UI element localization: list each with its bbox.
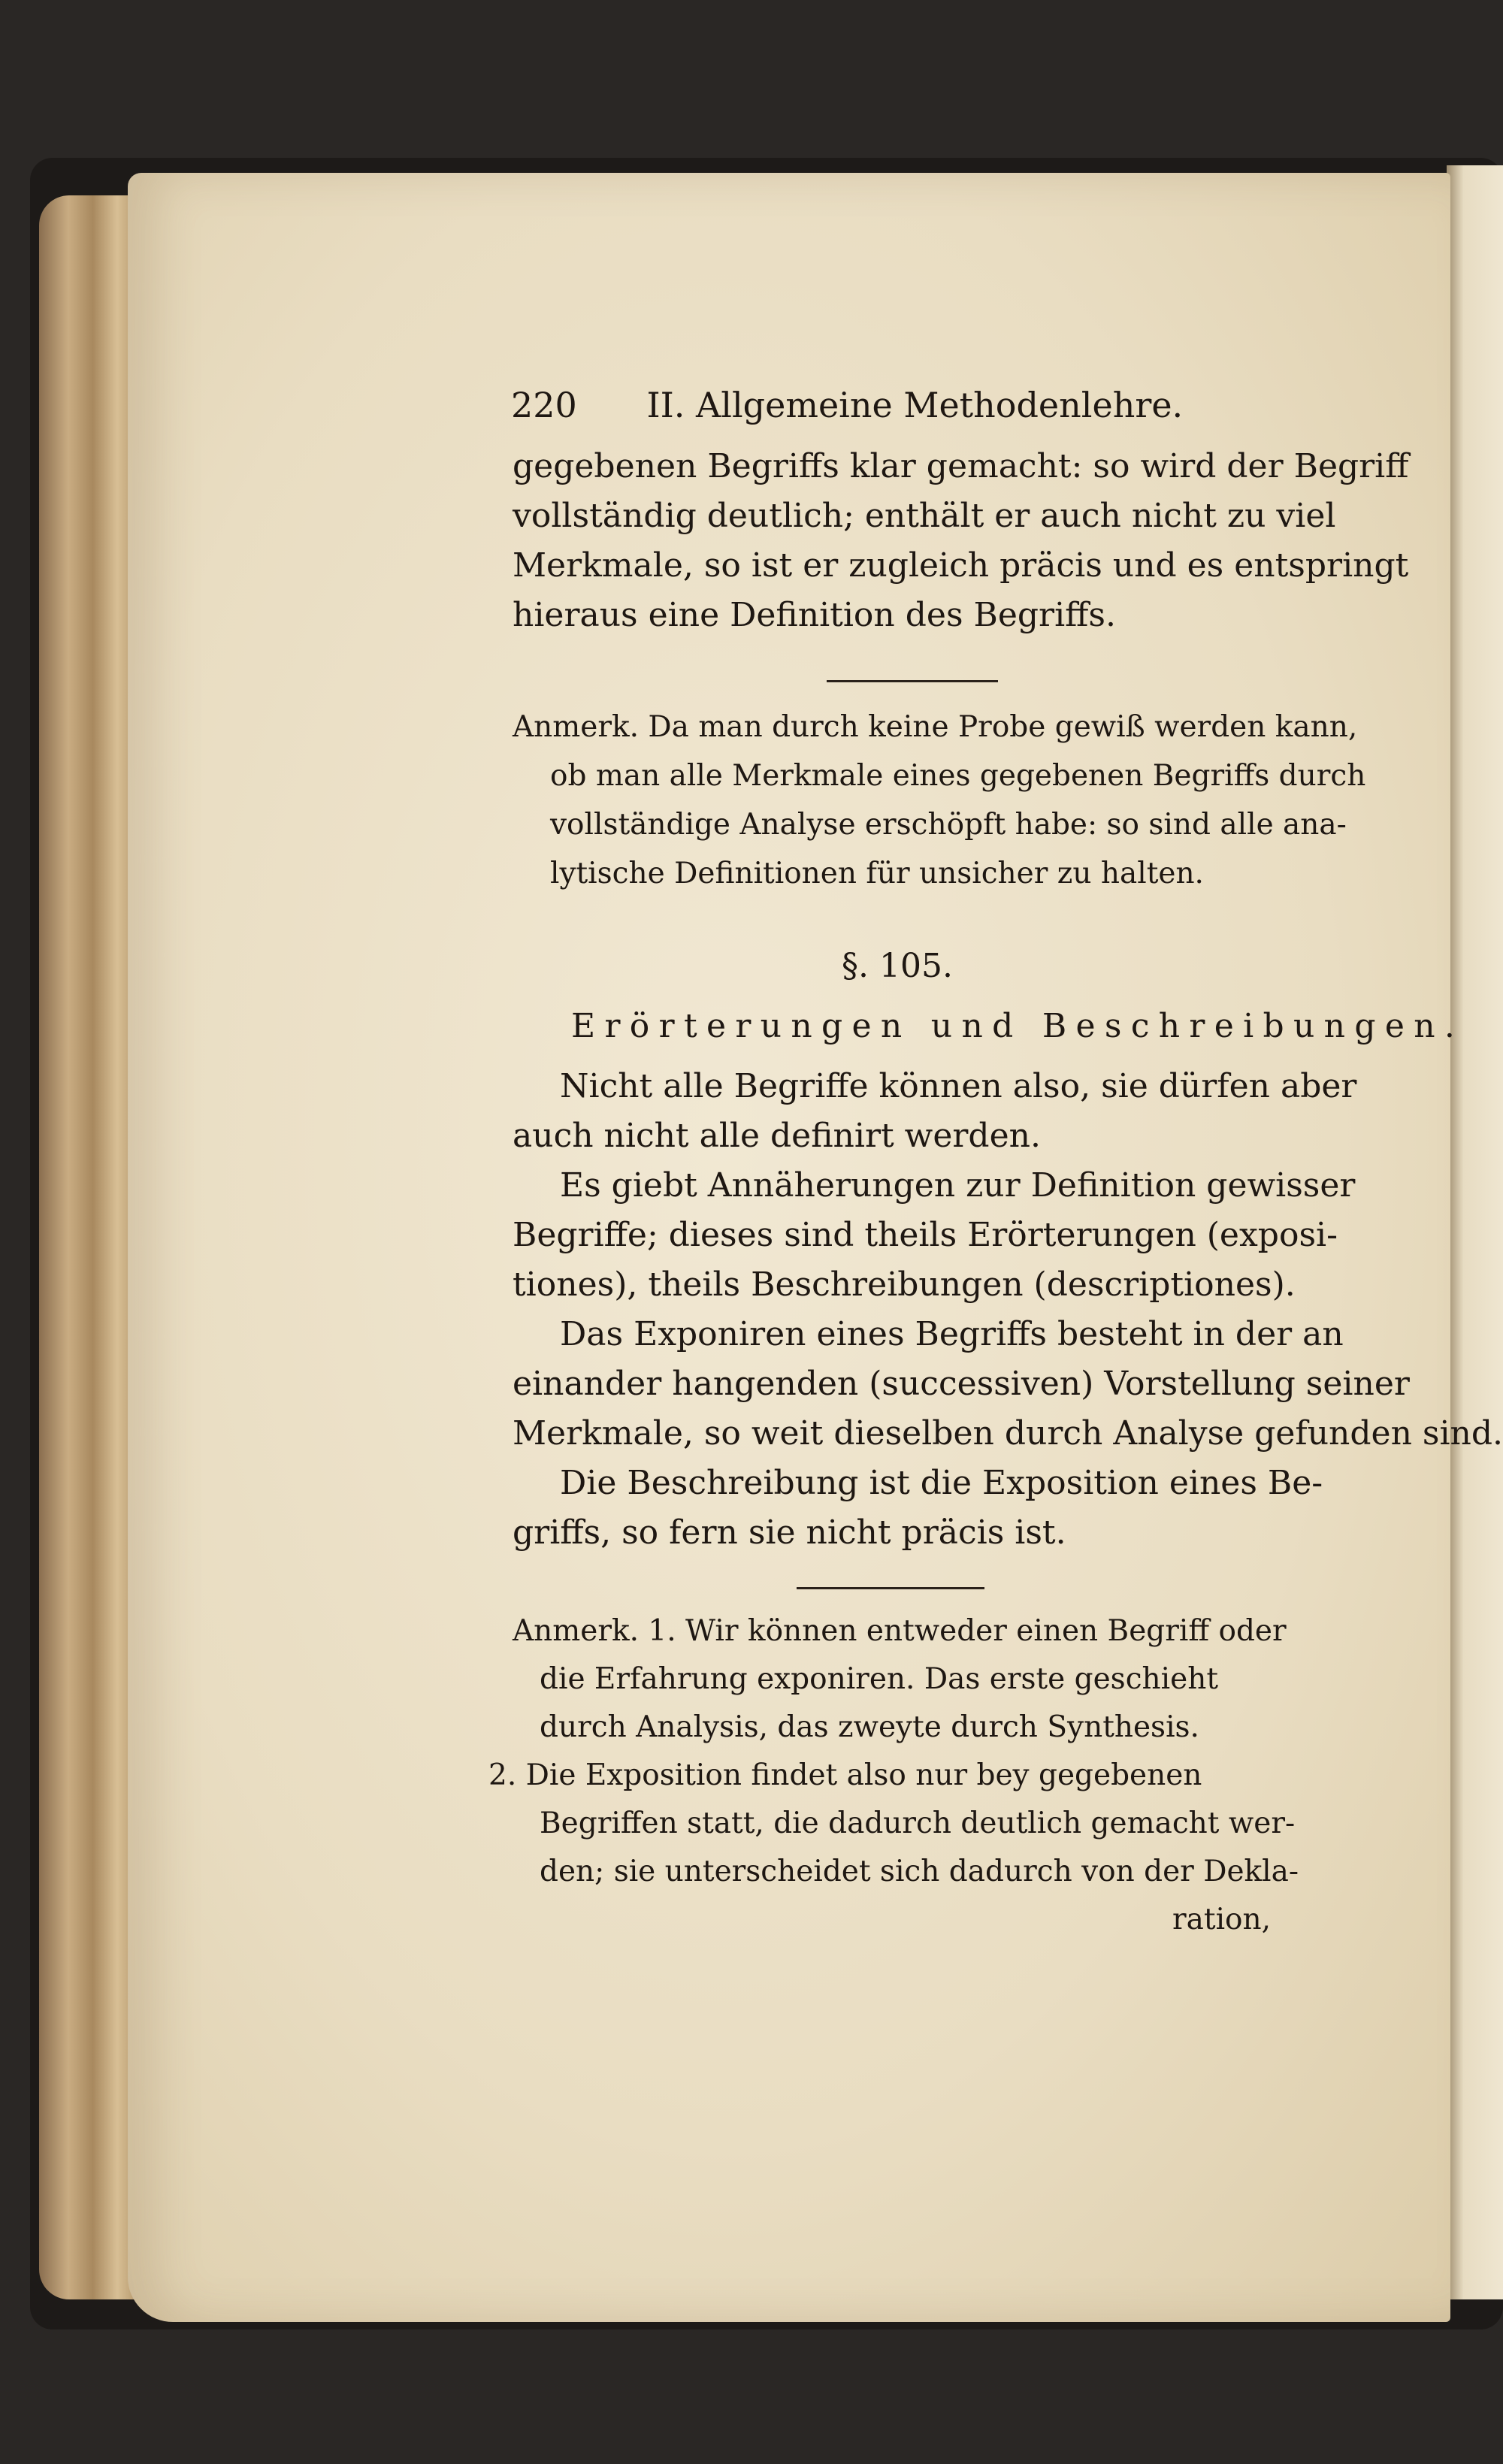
body-line: Merkmale, so weit dieselben durch Analyse gefunden sind. xyxy=(513,1414,1503,1453)
page-number: 220 xyxy=(511,385,577,425)
body-line: griffs, so fern sie nicht präcis ist. xyxy=(513,1513,1066,1552)
note-line: den; sie unterscheidet sich dadurch von der Dekla- xyxy=(540,1855,1299,1888)
divider-rule xyxy=(797,1587,984,1589)
section-title: Erörterungen und Beschreibungen. xyxy=(571,1007,1465,1045)
body-line: Das Exponiren eines Begriffs besteht in der an xyxy=(560,1315,1344,1353)
paragraph-line: vollständig deutlich; enthält er auch nicht zu viel xyxy=(513,497,1336,535)
body-line: Es giebt Annäherungen zur Definition gewisser xyxy=(560,1166,1356,1205)
note-line: Begriffen statt, die dadurch deutlich gemacht wer- xyxy=(540,1806,1296,1840)
running-header xyxy=(511,385,1183,425)
paragraph-line: gegebenen Begriffs klar gemacht: so wird der Begriff xyxy=(513,447,1409,485)
body-line: einander hangenden (successiven) Vorstellung seiner xyxy=(513,1365,1410,1403)
body-line: Nicht alle Begriffe können also, sie dürfen aber xyxy=(560,1067,1357,1105)
body-line: Begriffe; dieses sind theils Erörterungen (exposi- xyxy=(513,1216,1338,1254)
note-line: die Erfahrung exponiren. Das erste geschieht xyxy=(540,1662,1218,1696)
section-number: §. 105. xyxy=(842,947,953,985)
body-line: auch nicht alle definirt werden. xyxy=(513,1117,1041,1155)
note-line: durch Analysis, das zweyte durch Synthesis. xyxy=(540,1710,1199,1744)
paragraph-line: hieraus eine Definition des Begriffs. xyxy=(513,596,1116,634)
running-title: II. Allgemeine Methodenlehre. xyxy=(646,385,1184,425)
note-line: vollständige Analyse erschöpft habe: so sind alle ana- xyxy=(550,808,1347,842)
page-edges xyxy=(39,195,137,2299)
note-line: lytische Definitionen für unsicher zu halten. xyxy=(550,857,1204,890)
catchword: ration, xyxy=(1172,1903,1272,1936)
divider-rule xyxy=(827,680,998,682)
paragraph-line: Merkmale, so ist er zugleich präcis und es entspringt xyxy=(513,546,1409,585)
note-line: ob man alle Merkmale eines gegebenen Begriffs durch xyxy=(550,759,1366,793)
note-line: Anmerk. 1. Wir können entweder einen Begriff oder xyxy=(513,1614,1287,1648)
note-line: 2. Die Exposition findet also nur bey gegebenen xyxy=(488,1758,1202,1792)
body-line: tiones), theils Beschreibungen (descriptiones). xyxy=(513,1265,1296,1304)
body-line: Die Beschreibung ist die Exposition eines Be- xyxy=(560,1464,1323,1502)
facing-page-edge xyxy=(1447,165,1503,2299)
note-line: Anmerk. Da man durch keine Probe gewiß werden kann, xyxy=(513,710,1358,744)
